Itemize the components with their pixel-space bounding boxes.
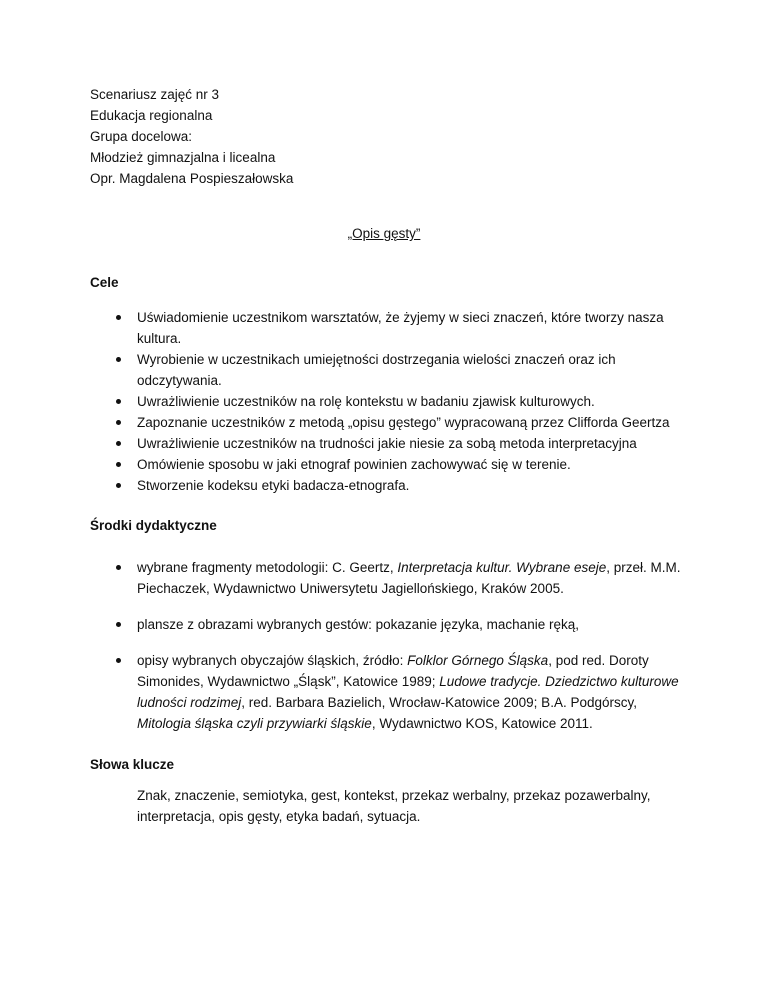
list-item <box>137 650 682 734</box>
section-heading-slowa-klucze: Słowa klucze <box>90 757 175 772</box>
text-segment: wybrane fragmenty metodologii: C. Geertz, <box>137 560 398 575</box>
header-target-group-value: Młodzież gimnazjalna i licealna <box>90 150 276 165</box>
list-item: Zapoznanie uczestników z metodą „opisu gęstego” wypracowaną przez Clifforda Geertza <box>137 412 677 433</box>
list-item: Stworzenie kodeksu etyki badacza-etnografa. <box>137 475 677 496</box>
keywords-paragraph: Znak, znaczenie, semiotyka, gest, kontekst, przekaz werbalny, przekaz pozawerbalny, interpretacja, opis gęsty, etyka badań, sytuacja. <box>137 788 651 824</box>
list-item: Uświadomienie uczestnikom warsztatów, że żyjemy w sieci znaczeń, które tworzy nasza kultura. <box>137 307 677 349</box>
book-title: Folklor Górnego Śląska <box>407 653 549 668</box>
book-title: Mitologia śląska czyli przywiarki śląskie <box>137 716 372 731</box>
header-author-line: Opr. Magdalena Pospieszałowska <box>90 171 294 186</box>
list-item: Wyrobienie w uczestnikach umiejętności dostrzegania wielości znaczeń oraz ich odczytywania. <box>137 349 677 391</box>
list-item <box>137 557 682 599</box>
text-segment: , pod red. Doroty Simonides, Wydawnictwo „Śląsk”, Katowice 1989; <box>137 653 649 689</box>
text-segment: , Wydawnictwo KOS, Katowice 2011. <box>371 716 593 731</box>
document-title: „Opis gęsty” <box>347 226 421 241</box>
header-scenario-line: Scenariusz zajęć nr 3 <box>90 87 220 102</box>
header-subject-line: Edukacja regionalna <box>90 108 213 123</box>
list-item: plansze z obrazami wybranych gestów: pokazanie języka, machanie ręką, <box>137 614 682 635</box>
list-item: Uwrażliwienie uczestników na trudności jakie niesie za sobą metoda interpretacyjna <box>137 433 677 454</box>
text-segment: , przeł. M.M. Piechaczek, Wydawnictwo Uniwersytetu Jagiellońskiego, Kraków 2005. <box>137 560 681 596</box>
srodki-list <box>137 557 682 749</box>
book-title: Interpretacja kultur. Wybrane eseje <box>397 560 607 575</box>
text-segment: , red. Barbara Bazielich, Wrocław-Katowice 2009; B.A. Podgórscy, <box>241 695 637 710</box>
section-heading-cele: Cele <box>90 275 119 290</box>
list-item: Uwrażliwienie uczestników na rolę kontekstu w badaniu zjawisk kulturowych. <box>137 391 677 412</box>
book-title: Ludowe tradycje. Dziedzictwo kulturowe ludności rodzimej <box>137 674 679 710</box>
section-heading-srodki: Środki dydaktyczne <box>90 518 217 533</box>
list-item: Omówienie sposobu w jaki etnograf powinien zachowywać się w terenie. <box>137 454 677 475</box>
header-target-group-label: Grupa docelowa: <box>90 129 193 144</box>
document-header <box>90 84 293 189</box>
cele-list <box>137 307 677 496</box>
text-segment: opisy wybranych obyczajów śląskich, źródło: <box>137 653 408 668</box>
